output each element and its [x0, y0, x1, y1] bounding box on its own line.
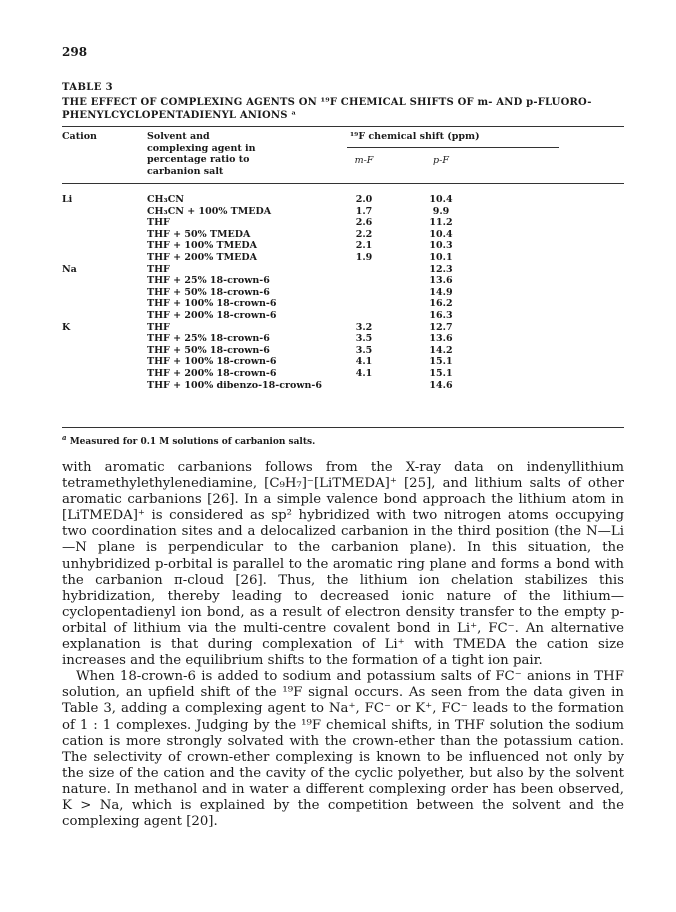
- p-f-shift-cell: 15.1: [429, 368, 453, 379]
- solvent-cell: CH₃CN: [147, 194, 184, 205]
- header-bottom-rule: [62, 183, 624, 184]
- solvent-cell: THF: [147, 217, 170, 229]
- solvent-cell: THF + 200% TMEDA: [147, 252, 257, 263]
- solvent-cell: THF + 100% dibenzo-18-crown-6: [147, 379, 322, 391]
- table-title: THE EFFECT OF COMPLEXING AGENTS ON ¹⁹F CHEMICAL SHIFTS OF m- AND p-FLUORO-PHENYLCYCLOPENTADIENYL ANIONS ᵃ: [62, 97, 592, 121]
- p-f-shift-cell: 11.2: [429, 217, 453, 229]
- table-row: [62, 333, 624, 345]
- m-f-shift-cell: 2.1: [355, 240, 373, 252]
- p-f-shift-cell: 13.6: [429, 275, 453, 287]
- p-f-shift-cell: 15.1: [429, 356, 453, 368]
- solvent-cell: THF + 50% 18-crown-6: [147, 286, 270, 298]
- header-subrule: [347, 147, 559, 148]
- m-f-shift-cell: 3.2: [355, 321, 373, 333]
- table-bottom-rule: [62, 427, 624, 428]
- solvent-cell: THF + 25% 18-crown-6: [147, 275, 270, 287]
- paragraph: with aromatic carbanions follows from the X-ray data on indenyllithium tetramethylethylenediamine, [C₉H₇]⁻[LiTMEDA]⁺ [25], and lithium salts of other aromatic carbanions [26]. In a simple valence bond approach the lithium atom in [LiTMEDA]⁺ is considered as sp² hybridized with two nitrogen atoms occupying two coordination sites and a delocalized carbanion in the third position (the N—Li—N plane is perpendicular to the carbanion plane). In this situation, the unhybridized p-orbital is parallel to the aromatic ring plane and forms a bond with the carbanion π-cloud [26]. Thus, the lithium ion chelation stabilizes this hybridization, thereby leading to decreased ionic nature of the lithium—cyclopentadienyl ion bond, as a result of electron density transfer to the empty p-orbital of lithium via the multi-centre covalent bond in Li⁺, FC⁻. An alternative explanation is that during complexation of Li⁺ with TMEDA the cation size increases and the equilibrium shifts to the formation of a tight ion pair.: [62, 460, 624, 669]
- body-text: [62, 460, 624, 830]
- page-number: 298: [62, 45, 88, 59]
- table-label: TABLE 3: [62, 82, 113, 93]
- m-f-shift-cell: 4.1: [355, 368, 373, 379]
- p-f-shift-cell: 14.9: [429, 286, 453, 298]
- solvent-cell: THF + 100% 18-crown-6: [147, 298, 277, 310]
- p-f-shift-cell: 10.1: [429, 252, 453, 263]
- p-f-shift-cell: 16.3: [429, 310, 453, 321]
- header-solvent: [147, 131, 256, 177]
- m-f-shift-cell: 3.5: [355, 333, 373, 345]
- table-top-rule: [62, 126, 624, 127]
- header-m-f: m-F: [354, 155, 374, 166]
- p-f-shift-cell: 12.7: [429, 321, 453, 333]
- table-row: [62, 252, 624, 264]
- footnote-text: Measured for 0.1 M solutions of carbanion salts.: [69, 437, 316, 447]
- m-f-shift-cell: 4.1: [355, 356, 373, 368]
- table-row: [62, 380, 624, 392]
- solvent-cell: THF + 100% TMEDA: [147, 240, 257, 252]
- solvent-cell: THF + 200% 18-crown-6: [147, 368, 277, 379]
- p-f-shift-cell: 14.6: [429, 379, 453, 391]
- table-row: [62, 229, 624, 241]
- m-f-shift-cell: 1.9: [355, 252, 373, 263]
- p-f-shift-cell: 13.6: [429, 333, 453, 345]
- table-row: [62, 206, 624, 218]
- header-solvent-line: carbanion salt: [147, 165, 224, 177]
- solvent-cell: THF + 200% 18-crown-6: [147, 310, 277, 321]
- header-cation: Cation: [62, 131, 97, 142]
- table-row: [62, 240, 624, 252]
- solvent-cell: THF + 50% TMEDA: [147, 228, 251, 240]
- table-row: [62, 368, 624, 380]
- table-row: [62, 356, 624, 368]
- solvent-cell: CH₃CN + 100% TMEDA: [147, 205, 272, 217]
- solvent-cell: THF: [147, 263, 170, 275]
- table-row: [62, 194, 624, 206]
- cation-cell: Li: [62, 194, 73, 205]
- table-row: [62, 322, 624, 334]
- m-f-shift-cell: 2.0: [355, 194, 373, 205]
- table-row: [62, 264, 624, 276]
- table-row: [62, 310, 624, 322]
- p-f-shift-cell: 14.2: [429, 344, 453, 356]
- table-row: [62, 275, 624, 287]
- solvent-cell: THF + 25% 18-crown-6: [147, 333, 270, 345]
- p-f-shift-cell: 12.3: [429, 263, 453, 275]
- table-row: [62, 287, 624, 299]
- cation-cell: K: [62, 321, 71, 333]
- paragraph: When 18-crown-6 is added to sodium and potassium salts of FC⁻ anions in THF solution, an upfield shift of the ¹⁹F signal occurs. As seen from the data given in Table 3, adding a complexing agent to Na⁺, FC⁻ or K⁺, FC⁻ leads to the formation of 1 : 1 complexes. Judging by the ¹⁹F chemical shifts, in THF solution the sodium cation is more strongly solvated with the crown-ether than the potassium cation. The selectivity of crown-ether complexing is known to be influenced not only by the size of the cation and the cavity of the cyclic polyether, but also by the solvent nature. In methanol and in water a different complexing order has been observed, K > Na, which is explained by the competition between the solvent and the complexing agent [20].: [62, 669, 624, 830]
- cation-cell: Na: [62, 263, 77, 275]
- solvent-cell: THF: [147, 321, 170, 333]
- m-f-shift-cell: 1.7: [355, 205, 373, 217]
- table-footnote: [62, 433, 316, 447]
- header-solvent-line: percentage ratio to: [147, 154, 250, 165]
- table-row: [62, 217, 624, 229]
- solvent-cell: THF + 100% 18-crown-6: [147, 356, 277, 368]
- p-f-shift-cell: 9.9: [432, 205, 450, 217]
- header-solvent-line: complexing agent in: [147, 142, 256, 154]
- footnote-mark: a: [62, 433, 67, 442]
- m-f-shift-cell: 2.6: [355, 217, 373, 229]
- m-f-shift-cell: 2.2: [355, 228, 373, 240]
- table-row: [62, 298, 624, 310]
- m-f-shift-cell: 3.5: [355, 344, 373, 356]
- p-f-shift-cell: 10.4: [429, 228, 453, 240]
- solvent-cell: THF + 50% 18-crown-6: [147, 344, 270, 356]
- header-shift-group: ¹⁹F chemical shift (ppm): [350, 131, 480, 142]
- table-row: [62, 345, 624, 357]
- header-p-f: p-F: [433, 155, 449, 166]
- p-f-shift-cell: 10.4: [429, 194, 453, 205]
- p-f-shift-cell: 16.2: [429, 298, 453, 310]
- p-f-shift-cell: 10.3: [429, 240, 453, 252]
- header-solvent-line: Solvent and: [147, 131, 210, 142]
